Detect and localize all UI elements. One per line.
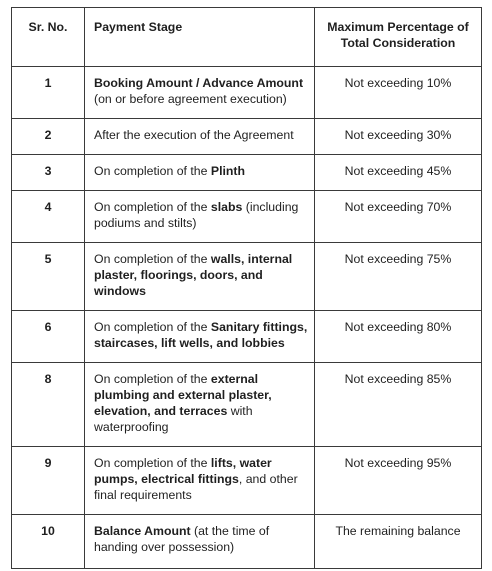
cell-max-percentage: Not exceeding 30% (315, 119, 482, 155)
cell-payment-stage (85, 119, 315, 155)
payment-schedule-container (11, 7, 482, 569)
stage-text: On completion of the (94, 372, 211, 386)
cell-sr-no: 2 (12, 119, 85, 155)
payment-schedule-table (11, 7, 482, 569)
cell-sr-no: 4 (12, 191, 85, 243)
cell-sr-no: 8 (12, 363, 85, 447)
cell-payment-stage (85, 155, 315, 191)
stage-text: (including podiums and stilts) (94, 200, 299, 230)
cell-max-percentage: Not exceeding 95% (315, 447, 482, 515)
cell-max-percentage: Not exceeding 45% (315, 155, 482, 191)
stage-text-bold: walls, internal plaster, floorings, doors, and windows (94, 252, 293, 298)
table-header-row (12, 8, 482, 67)
cell-payment-stage (85, 311, 315, 363)
cell-payment-stage (85, 363, 315, 447)
header-max-percentage: Maximum Percentage of Total Consideration (315, 8, 482, 67)
stage-text: On completion of the (94, 200, 211, 214)
cell-payment-stage (85, 447, 315, 515)
stage-text: with waterproofing (94, 404, 253, 434)
stage-text: After the execution of the Agreement (94, 128, 294, 142)
cell-sr-no: 1 (12, 67, 85, 119)
table-row (12, 311, 482, 363)
table-row (12, 243, 482, 311)
cell-max-percentage: Not exceeding 70% (315, 191, 482, 243)
cell-sr-no: 10 (12, 515, 85, 569)
stage-text: , and other final requirements (94, 472, 298, 502)
stage-text-bold: Sanitary fittings, staircases, lift wells, and lobbies (94, 320, 308, 350)
table-row (12, 515, 482, 569)
cell-max-percentage: Not exceeding 75% (315, 243, 482, 311)
cell-payment-stage (85, 67, 315, 119)
stage-text: On completion of the (94, 252, 211, 266)
cell-payment-stage (85, 191, 315, 243)
table-body (12, 67, 482, 569)
header-payment-stage: Payment Stage (85, 8, 315, 67)
cell-sr-no: 9 (12, 447, 85, 515)
stage-text-bold: lifts, water pumps, electrical fittings (94, 456, 272, 486)
cell-payment-stage (85, 515, 315, 569)
stage-text-bold: external plumbing and external plaster, elevation, and terraces (94, 372, 272, 418)
stage-text-bold: Booking Amount / Advance Amount (94, 76, 304, 90)
table-row (12, 191, 482, 243)
table-row (12, 155, 482, 191)
stage-text: On completion of the (94, 320, 211, 334)
cell-max-percentage: Not exceeding 10% (315, 67, 482, 119)
cell-max-percentage: Not exceeding 80% (315, 311, 482, 363)
cell-sr-no: 5 (12, 243, 85, 311)
stage-text: (on or before agreement execution) (94, 92, 287, 106)
cell-payment-stage (85, 243, 315, 311)
stage-text: (at the time of handing over possession) (94, 524, 270, 554)
header-sr-no: Sr. No. (12, 8, 85, 67)
stage-text-bold: Plinth (210, 164, 246, 178)
cell-max-percentage: Not exceeding 85% (315, 363, 482, 447)
stage-text-bold: Balance Amount (94, 524, 191, 538)
stage-text: On completion of the (94, 456, 211, 470)
table-row (12, 119, 482, 155)
cell-sr-no: 3 (12, 155, 85, 191)
stage-text-bold: slabs (210, 200, 243, 214)
table-row (12, 363, 482, 447)
table-row (12, 447, 482, 515)
stage-text: On completion of the (94, 164, 211, 178)
table-row (12, 67, 482, 119)
cell-sr-no: 6 (12, 311, 85, 363)
cell-max-percentage: The remaining balance (315, 515, 482, 569)
